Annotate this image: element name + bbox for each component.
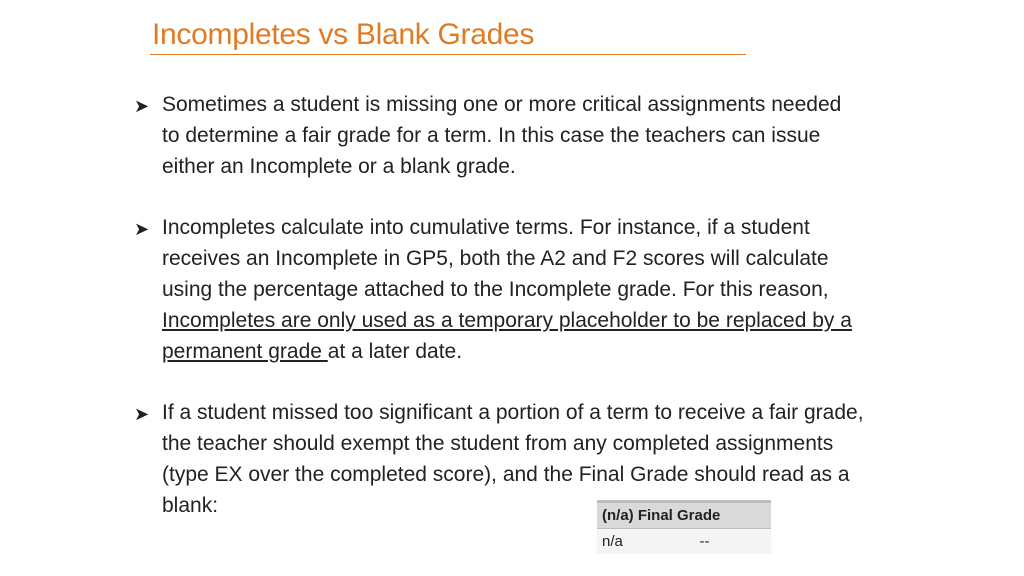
table-cell-value: -- <box>660 529 771 555</box>
table-header: (n/a) Final Grade <box>597 502 771 529</box>
arrow-bullet-icon: ➤ <box>134 404 150 424</box>
arrow-bullet-icon: ➤ <box>134 219 150 239</box>
bullet-text-tail: at a later date. <box>327 340 463 363</box>
bullet-text: Sometimes a student is missing one or more critical assignments needed to determine a fair grade for a term. In this case the teachers can issue either an Incomplete or a blank grade. <box>162 93 842 178</box>
bullet-item <box>134 89 864 182</box>
bullet-text: If a student missed too significant a portion of a term to receive a fair grade, the teacher should exempt the student from any completed assignments (type EX over the completed score), and the Final Grade should read as a blank: <box>162 401 864 517</box>
bullet-text: Incompletes calculate into cumulative terms. For instance, if a student receives an Incomplete in GP5, both the A2 and F2 scores will calculate using the percentage attached to the Incomplete grade. For this reason, <box>162 216 829 301</box>
slide-title: Incompletes vs Blank Grades <box>152 18 535 51</box>
underlined-text: Incompletes are only used as a temporary placeholder to be replaced by a permanent grade <box>162 309 852 363</box>
title-underline <box>150 54 746 55</box>
table-cell-label: n/a <box>597 529 660 555</box>
bullet-list <box>134 89 864 551</box>
arrow-bullet-icon: ➤ <box>134 96 150 116</box>
table-row <box>597 529 771 555</box>
final-grade-table <box>597 500 771 554</box>
bullet-item <box>134 212 864 367</box>
